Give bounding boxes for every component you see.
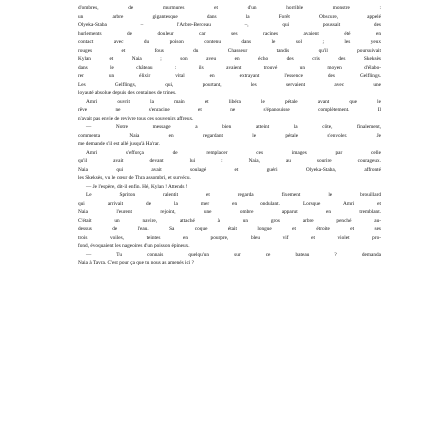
text-line: hurlements de douleur car ses racines avaient été en (78, 30, 381, 37)
text-line: commenta Naia en regardant le pétale s'envoler. Je (78, 132, 381, 139)
text-line: trois voiles, teintes en pourpre, bleu vif et violet pro- (78, 234, 381, 241)
text-line: qui arrivait de la mer en ondulant. Lorsque Amri et (78, 200, 381, 207)
text-line: n'avait pas envie de revivre tous ces souvenirs affreux. (78, 115, 194, 122)
text-line: — Tu connais quelqu'un sur ce bateau ? demanda (86, 251, 381, 258)
text-line: les Skeksès, vu le cœur de Thra assombri, et survécu. (78, 175, 191, 181)
text-line: Amri ouvrit la main et libéra le pétale avant que le (86, 98, 381, 105)
text-line: rer un élixir vital en extrayant l'essence des Gelflings. (78, 73, 381, 79)
text-line: un arbre gigantesque dans la Forêt Obscure, appelé (78, 13, 381, 20)
text-line: dessus de l'eau. Sa coque était longue et étroite et ses (78, 226, 381, 232)
text-line: Naia à Tavra. C'est pour ça que tu nous as amenés ici ? (78, 260, 194, 266)
text-line: Amri s'efforça de remplacer ces images par celle (86, 149, 381, 156)
text-line: dans le château : ils avaient trouvé un moyen d'élabo- (78, 64, 381, 71)
text-line: Naia qui avait soulagé et guéri Olyeka-Staba, affronté (78, 166, 381, 173)
text-line: d'ombres, de murmures et d'un horrible monstre : (78, 5, 381, 11)
text-line: — Notre message a bien atteint la côte, finalement, (86, 124, 381, 130)
text-line: Kylan et Naia ; son aveu en écho des cris des Skeksès (78, 56, 381, 62)
text-line: Naia l'eurent rejoint, une ombre apparut en tremblant. (78, 209, 381, 215)
text-line: fond, évoquaient les nageoires d'un poisson épineux. (78, 243, 190, 249)
text-line: Le Spriton ralentit et regarda fixement le brouillard (86, 192, 381, 198)
text-line: C'était un navire, attaché à un gros arbre penché au- (78, 217, 381, 224)
text-line: loyauté absolue depuis des centaines de trines. (78, 90, 177, 96)
text-line: — Je l'espère, dit-il enfin. Hé, Kylan ! Attends ! (86, 183, 188, 190)
text-line: qu'il avait devant lui : Naia, au sourire courageux. (78, 158, 381, 164)
text-line: rêve ne s'enracine et ne s'épanouisse complètement. Il (78, 107, 381, 113)
text-line: Olyeka-Staba – l'Arbre-Berceau –, qui poussait des (78, 22, 381, 28)
text-line: me demande s'il est allé jusqu'à Ha'rar. (78, 141, 160, 147)
text-line: contact avec du poison contenu dans le sol ; les yeux (78, 39, 381, 45)
text-line: rouges et fous du Chasseur tandis qu'il poursuivait (78, 47, 381, 54)
text-line: Les Gelflings, qui, pourtant, les servaient avec une (78, 81, 381, 88)
